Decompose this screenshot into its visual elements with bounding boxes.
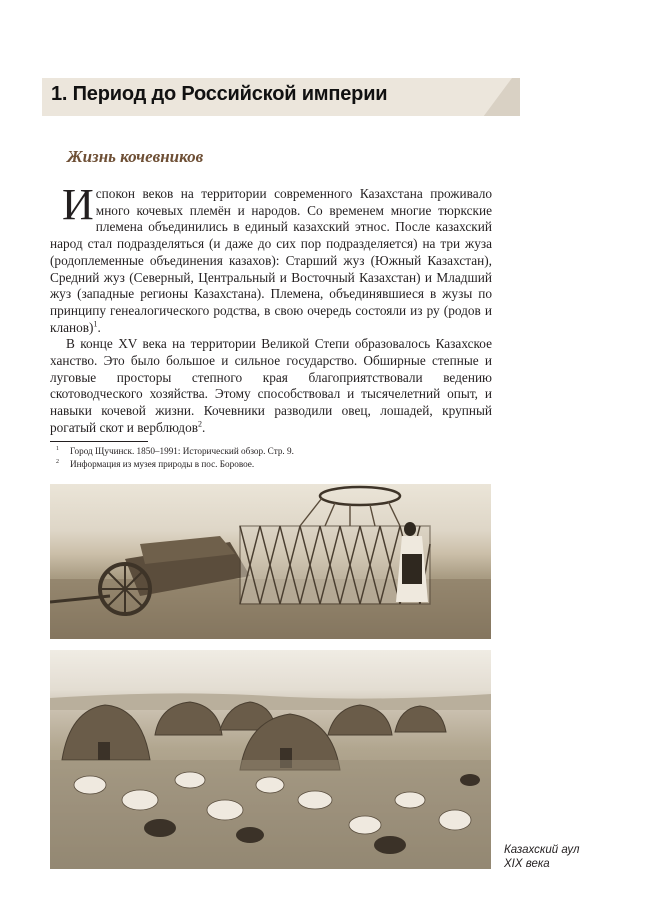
footnote-text: Информация из музея природы в пос. Боровое.	[70, 458, 255, 469]
photo-caption	[504, 843, 644, 871]
drop-cap: И	[62, 180, 94, 229]
footnote-mark: 1	[56, 446, 59, 452]
footnote-ref-2: 2	[198, 419, 202, 429]
footnote	[56, 458, 496, 471]
section-heading: Жизнь кочевников	[67, 147, 204, 166]
body-text	[50, 180, 492, 437]
paragraph-2: В конце XV века на территории Великой Степи образовалось Казахское ханство. Это было большое и сильное государство. Обширные степные и луговые просторы степного края благоприятствовали ведению скотоводческого хозяйства. Этому способствовал и тысячелетний опыт, и навыки кочевой жизни. Кочевники разводили овец, лошадей, крупный рогатый скот и верблюдов$^2$.	[50, 336, 492, 435]
yurt-frame-and-cart-photo	[50, 484, 491, 639]
photo-illustration	[50, 484, 491, 639]
footnote-mark: 2	[56, 458, 59, 465]
kazakh-aul-photo	[50, 650, 491, 869]
caption-line: XIX века	[504, 858, 550, 870]
chapter-title: 1. Период до Российской империи	[51, 83, 388, 105]
footnotes	[56, 445, 496, 470]
photo-illustration	[50, 650, 491, 869]
paragraph-1-text: спокон веков на территории современного Казахстана проживало много кочевых племён и народов. Со временем многие тюркские племена объединились в единый казахский этнос. После казахский народ стал подразделяться (и даже до сих пор подразделяется) на три жуза (родоплеменные объединения казахов): Старший жуз (Южный Казахстан), Средний жуз (Северный, Центральный и Восточный Казахстан) и Младший жуз (западные регионы Казахстана). Племена, объединявшиеся в жузы по принципу генеалогического родства, в свою очередь состояли из ру (родов и кланов)	[50, 186, 492, 335]
caption-line: Казахский аул	[504, 844, 580, 856]
paragraph-1: Испокон веков на территории современного Казахстана проживало много кочевых племён и народов. Со временем многие тюркские племена объединились в единый казахский этнос. После казахский народ стал подразделяться (и даже до сих пор подразделяется) на три жуза (родоплеменные объединения казахов): Старший жуз (Южный Казахстан), Средний жуз (Северный, Центральный и Восточный Казахстан) и Младший жуз (западные регионы Казахстана). Племена, объединявшиеся в жузы по принципу генеалогического родства, в свою очередь состояли из ру (родов и кланов)$^1$.	[50, 180, 492, 335]
paragraph-2-text: В конце XV века на территории Великой Степи образовалось Казахское ханство. Это было большое и сильное государство. Обширные степные и луговые просторы степного края благоприятствовали ведению скотоводческого хозяйства. Этому способствовал и тысячелетний опыт, и навыки кочевой жизни. Кочевники разводили овец, лошадей, крупный рогатый скот и верблюдов	[50, 336, 492, 435]
footnote-text: Город Щучинск. 1850–1991: Исторический обзор. Стр. 9.	[70, 446, 294, 456]
footnote	[56, 445, 496, 458]
footnote-divider	[50, 441, 148, 442]
footnote-ref-1: 1	[93, 319, 98, 329]
